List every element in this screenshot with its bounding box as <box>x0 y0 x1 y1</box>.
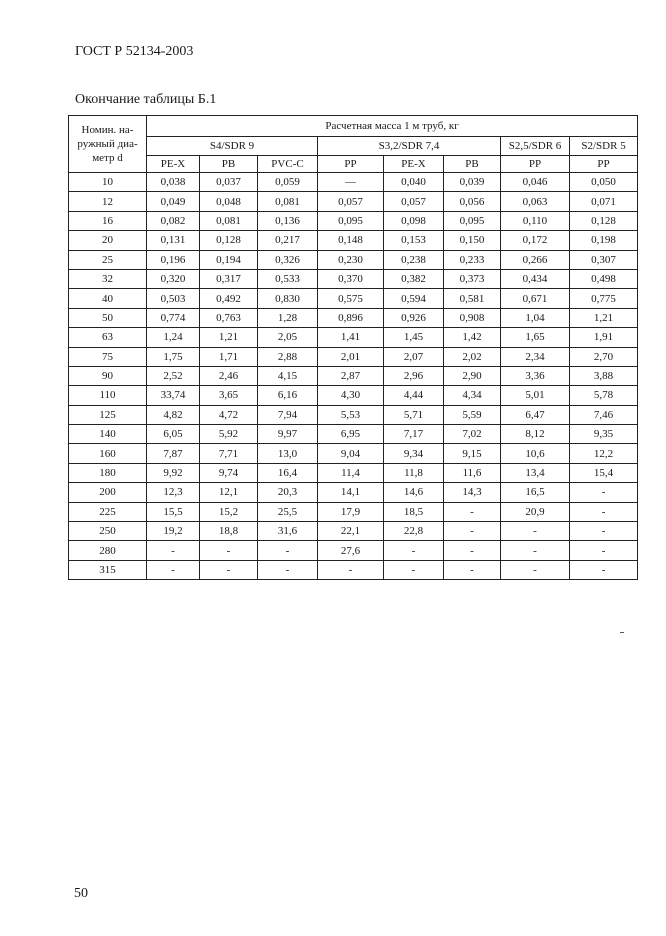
mass-cell: 10,6 <box>501 444 570 463</box>
mass-cell: 0,575 <box>318 289 384 308</box>
diameter-cell: 110 <box>69 386 147 405</box>
mass-cell: 9,92 <box>147 463 200 482</box>
mass-cell: 0,373 <box>444 269 501 288</box>
mass-cell: - <box>318 560 384 579</box>
table-row <box>69 483 638 502</box>
diameter-cell: 25 <box>69 250 147 269</box>
mass-cell: 1,04 <box>501 308 570 327</box>
mass-cell: 0,492 <box>200 289 258 308</box>
mass-cell: 5,92 <box>200 425 258 444</box>
mass-cell: 8,12 <box>501 425 570 444</box>
mass-cell: 0,320 <box>147 269 200 288</box>
mass-cell: 0,095 <box>318 211 384 230</box>
material-header: PP <box>501 156 570 173</box>
mass-cell: 0,926 <box>384 308 444 327</box>
table-row <box>69 366 638 385</box>
mass-cell: 11,6 <box>444 463 501 482</box>
mass-cell: 5,01 <box>501 386 570 405</box>
diameter-cell: 32 <box>69 269 147 288</box>
mass-cell: 0,098 <box>384 211 444 230</box>
mass-cell: 0,370 <box>318 269 384 288</box>
mass-cell: - <box>384 541 444 560</box>
mass-cell: 1,41 <box>318 328 384 347</box>
mass-cell: 3,88 <box>570 366 638 385</box>
mass-cell: 7,94 <box>258 405 318 424</box>
diameter-cell: 10 <box>69 173 147 192</box>
diameter-cell: 140 <box>69 425 147 444</box>
mass-cell: 22,8 <box>384 522 444 541</box>
mass-cell: 0,039 <box>444 173 501 192</box>
mass-cell: 0,150 <box>444 231 501 250</box>
diameter-cell: 125 <box>69 405 147 424</box>
mass-cell: 6,47 <box>501 405 570 424</box>
mass-cell: 5,59 <box>444 405 501 424</box>
mass-cell: 0,581 <box>444 289 501 308</box>
mass-cell: - <box>444 541 501 560</box>
mass-cell: 2,05 <box>258 328 318 347</box>
mass-cell: 1,75 <box>147 347 200 366</box>
mass-cell: 33,74 <box>147 386 200 405</box>
mass-cell: 0,830 <box>258 289 318 308</box>
mass-cell: 0,128 <box>200 231 258 250</box>
diameter-cell: 50 <box>69 308 147 327</box>
mass-cell: 7,02 <box>444 425 501 444</box>
material-header: PP <box>570 156 638 173</box>
mass-cell: 7,87 <box>147 444 200 463</box>
mass-cell: 3,65 <box>200 386 258 405</box>
mass-cell: 2,46 <box>200 366 258 385</box>
mass-cell: 9,97 <box>258 425 318 444</box>
mass-cell: 0,896 <box>318 308 384 327</box>
mass-cell: 14,1 <box>318 483 384 502</box>
mass-cell: 2,87 <box>318 366 384 385</box>
mass-cell: 0,050 <box>570 173 638 192</box>
table-row <box>69 522 638 541</box>
mass-cell: 2,88 <box>258 347 318 366</box>
mass-cell: 12,2 <box>570 444 638 463</box>
mass-cell: 6,95 <box>318 425 384 444</box>
mass-header: Расчетная масса 1 м труб, кг <box>147 116 638 137</box>
table-row <box>69 328 638 347</box>
mass-cell: - <box>570 483 638 502</box>
material-header: PVC-C <box>258 156 318 173</box>
mass-cell: 0,774 <box>147 308 200 327</box>
diameter-cell: 315 <box>69 560 147 579</box>
mass-cell: - <box>501 541 570 560</box>
mass-cell: 0,266 <box>501 250 570 269</box>
mass-cell: 0,230 <box>318 250 384 269</box>
mass-cell: 0,110 <box>501 211 570 230</box>
mass-cell: 22,1 <box>318 522 384 541</box>
mass-cell: 1,24 <box>147 328 200 347</box>
mass-cell: 0,763 <box>200 308 258 327</box>
table-row <box>69 502 638 521</box>
mass-cell: 5,53 <box>318 405 384 424</box>
mass-cell: 31,6 <box>258 522 318 541</box>
mass-cell: 0,057 <box>384 192 444 211</box>
mass-cell: - <box>444 560 501 579</box>
mass-cell: 0,056 <box>444 192 501 211</box>
diameter-cell: 12 <box>69 192 147 211</box>
mass-cell: 6,16 <box>258 386 318 405</box>
group-header-s2-5: S2,5/SDR 6 <box>501 137 570 156</box>
mass-cell: 13,0 <box>258 444 318 463</box>
mass-cell: 0,136 <box>258 211 318 230</box>
mass-cell: 0,148 <box>318 231 384 250</box>
table-row <box>69 405 638 424</box>
mass-cell: - <box>200 541 258 560</box>
material-header: PB <box>200 156 258 173</box>
mass-cell: 0,082 <box>147 211 200 230</box>
pipe-mass-table <box>68 115 638 580</box>
mass-cell: 11,8 <box>384 463 444 482</box>
mass-cell: 0,081 <box>258 192 318 211</box>
mass-cell: 4,82 <box>147 405 200 424</box>
mass-cell: 0,326 <box>258 250 318 269</box>
diameter-cell: 250 <box>69 522 147 541</box>
mass-cell: 14,3 <box>444 483 501 502</box>
mass-cell: 14,6 <box>384 483 444 502</box>
diameter-cell: 200 <box>69 483 147 502</box>
mass-cell: 2,02 <box>444 347 501 366</box>
mass-cell: 2,52 <box>147 366 200 385</box>
mass-cell: - <box>444 502 501 521</box>
mass-cell: 0,671 <box>501 289 570 308</box>
table-row <box>69 463 638 482</box>
mass-cell: 0,196 <box>147 250 200 269</box>
table-row <box>69 250 638 269</box>
mass-cell: 0,048 <box>200 192 258 211</box>
mass-cell: 0,908 <box>444 308 501 327</box>
mass-cell: - <box>444 522 501 541</box>
mass-cell: 15,4 <box>570 463 638 482</box>
mass-cell: 17,9 <box>318 502 384 521</box>
diameter-cell: 75 <box>69 347 147 366</box>
mass-cell: 0,503 <box>147 289 200 308</box>
mass-cell: 0,217 <box>258 231 318 250</box>
scan-mark <box>620 632 624 633</box>
mass-cell: 0,071 <box>570 192 638 211</box>
mass-cell: 2,07 <box>384 347 444 366</box>
mass-cell: 1,45 <box>384 328 444 347</box>
mass-cell: 13,4 <box>501 463 570 482</box>
mass-cell: 9,74 <box>200 463 258 482</box>
mass-cell: 2,70 <box>570 347 638 366</box>
mass-cell: 15,5 <box>147 502 200 521</box>
mass-cell: 9,35 <box>570 425 638 444</box>
diameter-cell: 160 <box>69 444 147 463</box>
mass-cell: 2,96 <box>384 366 444 385</box>
diameter-cell: 40 <box>69 289 147 308</box>
mass-cell: 0,775 <box>570 289 638 308</box>
mass-cell: 0,057 <box>318 192 384 211</box>
table-body <box>69 173 638 580</box>
mass-cell: 9,34 <box>384 444 444 463</box>
mass-cell: 0,238 <box>384 250 444 269</box>
diameter-cell: 90 <box>69 366 147 385</box>
table-row <box>69 289 638 308</box>
mass-cell: 1,21 <box>570 308 638 327</box>
material-header: PE-X <box>147 156 200 173</box>
mass-cell: 0,233 <box>444 250 501 269</box>
mass-cell: - <box>200 560 258 579</box>
mass-cell: 3,36 <box>501 366 570 385</box>
mass-cell: 9,15 <box>444 444 501 463</box>
mass-cell: 0,533 <box>258 269 318 288</box>
mass-cell: 5,78 <box>570 386 638 405</box>
mass-cell: 1,91 <box>570 328 638 347</box>
diameter-cell: 180 <box>69 463 147 482</box>
mass-cell: 15,2 <box>200 502 258 521</box>
mass-cell: 0,059 <box>258 173 318 192</box>
mass-cell: - <box>384 560 444 579</box>
mass-cell: 6,05 <box>147 425 200 444</box>
mass-cell: 18,5 <box>384 502 444 521</box>
mass-cell: 2,34 <box>501 347 570 366</box>
diameter-cell: 280 <box>69 541 147 560</box>
mass-cell: 0,049 <box>147 192 200 211</box>
mass-cell: 0,037 <box>200 173 258 192</box>
table-row <box>69 308 638 327</box>
mass-cell: 20,9 <box>501 502 570 521</box>
mass-cell: 4,30 <box>318 386 384 405</box>
mass-cell: 1,42 <box>444 328 501 347</box>
mass-cell: - <box>258 560 318 579</box>
mass-cell: 0,594 <box>384 289 444 308</box>
mass-cell: 0,081 <box>200 211 258 230</box>
mass-cell: 7,46 <box>570 405 638 424</box>
mass-cell: 25,5 <box>258 502 318 521</box>
mass-cell: 0,382 <box>384 269 444 288</box>
mass-cell: 1,65 <box>501 328 570 347</box>
table-row <box>69 541 638 560</box>
mass-cell: 0,128 <box>570 211 638 230</box>
mass-cell: 16,4 <box>258 463 318 482</box>
mass-cell: 1,21 <box>200 328 258 347</box>
group-header-s4: S4/SDR 9 <box>147 137 318 156</box>
group-header-s2: S2/SDR 5 <box>570 137 638 156</box>
mass-cell: 0,046 <box>501 173 570 192</box>
mass-cell: 0,194 <box>200 250 258 269</box>
mass-cell: 1,28 <box>258 308 318 327</box>
table-row <box>69 211 638 230</box>
mass-cell: 0,153 <box>384 231 444 250</box>
table-row <box>69 269 638 288</box>
mass-cell: 7,17 <box>384 425 444 444</box>
table-row <box>69 444 638 463</box>
mass-cell: - <box>570 522 638 541</box>
mass-cell: - <box>147 560 200 579</box>
diameter-cell: 63 <box>69 328 147 347</box>
table-row <box>69 560 638 579</box>
mass-cell: 0,038 <box>147 173 200 192</box>
mass-cell: 2,01 <box>318 347 384 366</box>
mass-cell: - <box>570 560 638 579</box>
diameter-header: Номин. на-ружный диа-метр d <box>69 116 147 173</box>
mass-cell: 0,172 <box>501 231 570 250</box>
mass-cell: 11,4 <box>318 463 384 482</box>
document-header: ГОСТ Р 52134-2003 <box>75 44 194 59</box>
mass-cell: - <box>501 560 570 579</box>
table-caption: Окончание таблицы Б.1 <box>75 92 217 107</box>
mass-cell: 0,040 <box>384 173 444 192</box>
mass-cell: 16,5 <box>501 483 570 502</box>
mass-cell: 12,3 <box>147 483 200 502</box>
mass-cell: - <box>147 541 200 560</box>
mass-cell: 0,063 <box>501 192 570 211</box>
material-header: PP <box>318 156 384 173</box>
table-row <box>69 347 638 366</box>
mass-cell: - <box>258 541 318 560</box>
mass-cell: 0,498 <box>570 269 638 288</box>
mass-cell: 4,44 <box>384 386 444 405</box>
mass-cell: — <box>318 173 384 192</box>
table-row <box>69 173 638 192</box>
mass-cell: 1,71 <box>200 347 258 366</box>
mass-cell: 20,3 <box>258 483 318 502</box>
mass-cell: - <box>501 522 570 541</box>
mass-cell: - <box>570 502 638 521</box>
mass-cell: 5,71 <box>384 405 444 424</box>
table-row <box>69 231 638 250</box>
table-row <box>69 425 638 444</box>
mass-cell: 7,71 <box>200 444 258 463</box>
group-header-s3-2: S3,2/SDR 7,4 <box>318 137 501 156</box>
mass-cell: 0,198 <box>570 231 638 250</box>
material-header: PE-X <box>384 156 444 173</box>
page-number: 50 <box>74 886 88 901</box>
mass-cell: 19,2 <box>147 522 200 541</box>
mass-cell: 0,131 <box>147 231 200 250</box>
table-row <box>69 192 638 211</box>
mass-cell: 9,04 <box>318 444 384 463</box>
mass-cell: 2,90 <box>444 366 501 385</box>
table-row <box>69 386 638 405</box>
diameter-cell: 20 <box>69 231 147 250</box>
mass-cell: 0,434 <box>501 269 570 288</box>
mass-cell: 0,307 <box>570 250 638 269</box>
mass-cell: 0,095 <box>444 211 501 230</box>
mass-cell: 4,34 <box>444 386 501 405</box>
mass-cell: 12,1 <box>200 483 258 502</box>
material-header: PB <box>444 156 501 173</box>
diameter-cell: 225 <box>69 502 147 521</box>
mass-cell: - <box>570 541 638 560</box>
mass-cell: 18,8 <box>200 522 258 541</box>
mass-cell: 0,317 <box>200 269 258 288</box>
mass-cell: 4,15 <box>258 366 318 385</box>
mass-cell: 27,6 <box>318 541 384 560</box>
diameter-cell: 16 <box>69 211 147 230</box>
mass-cell: 4,72 <box>200 405 258 424</box>
